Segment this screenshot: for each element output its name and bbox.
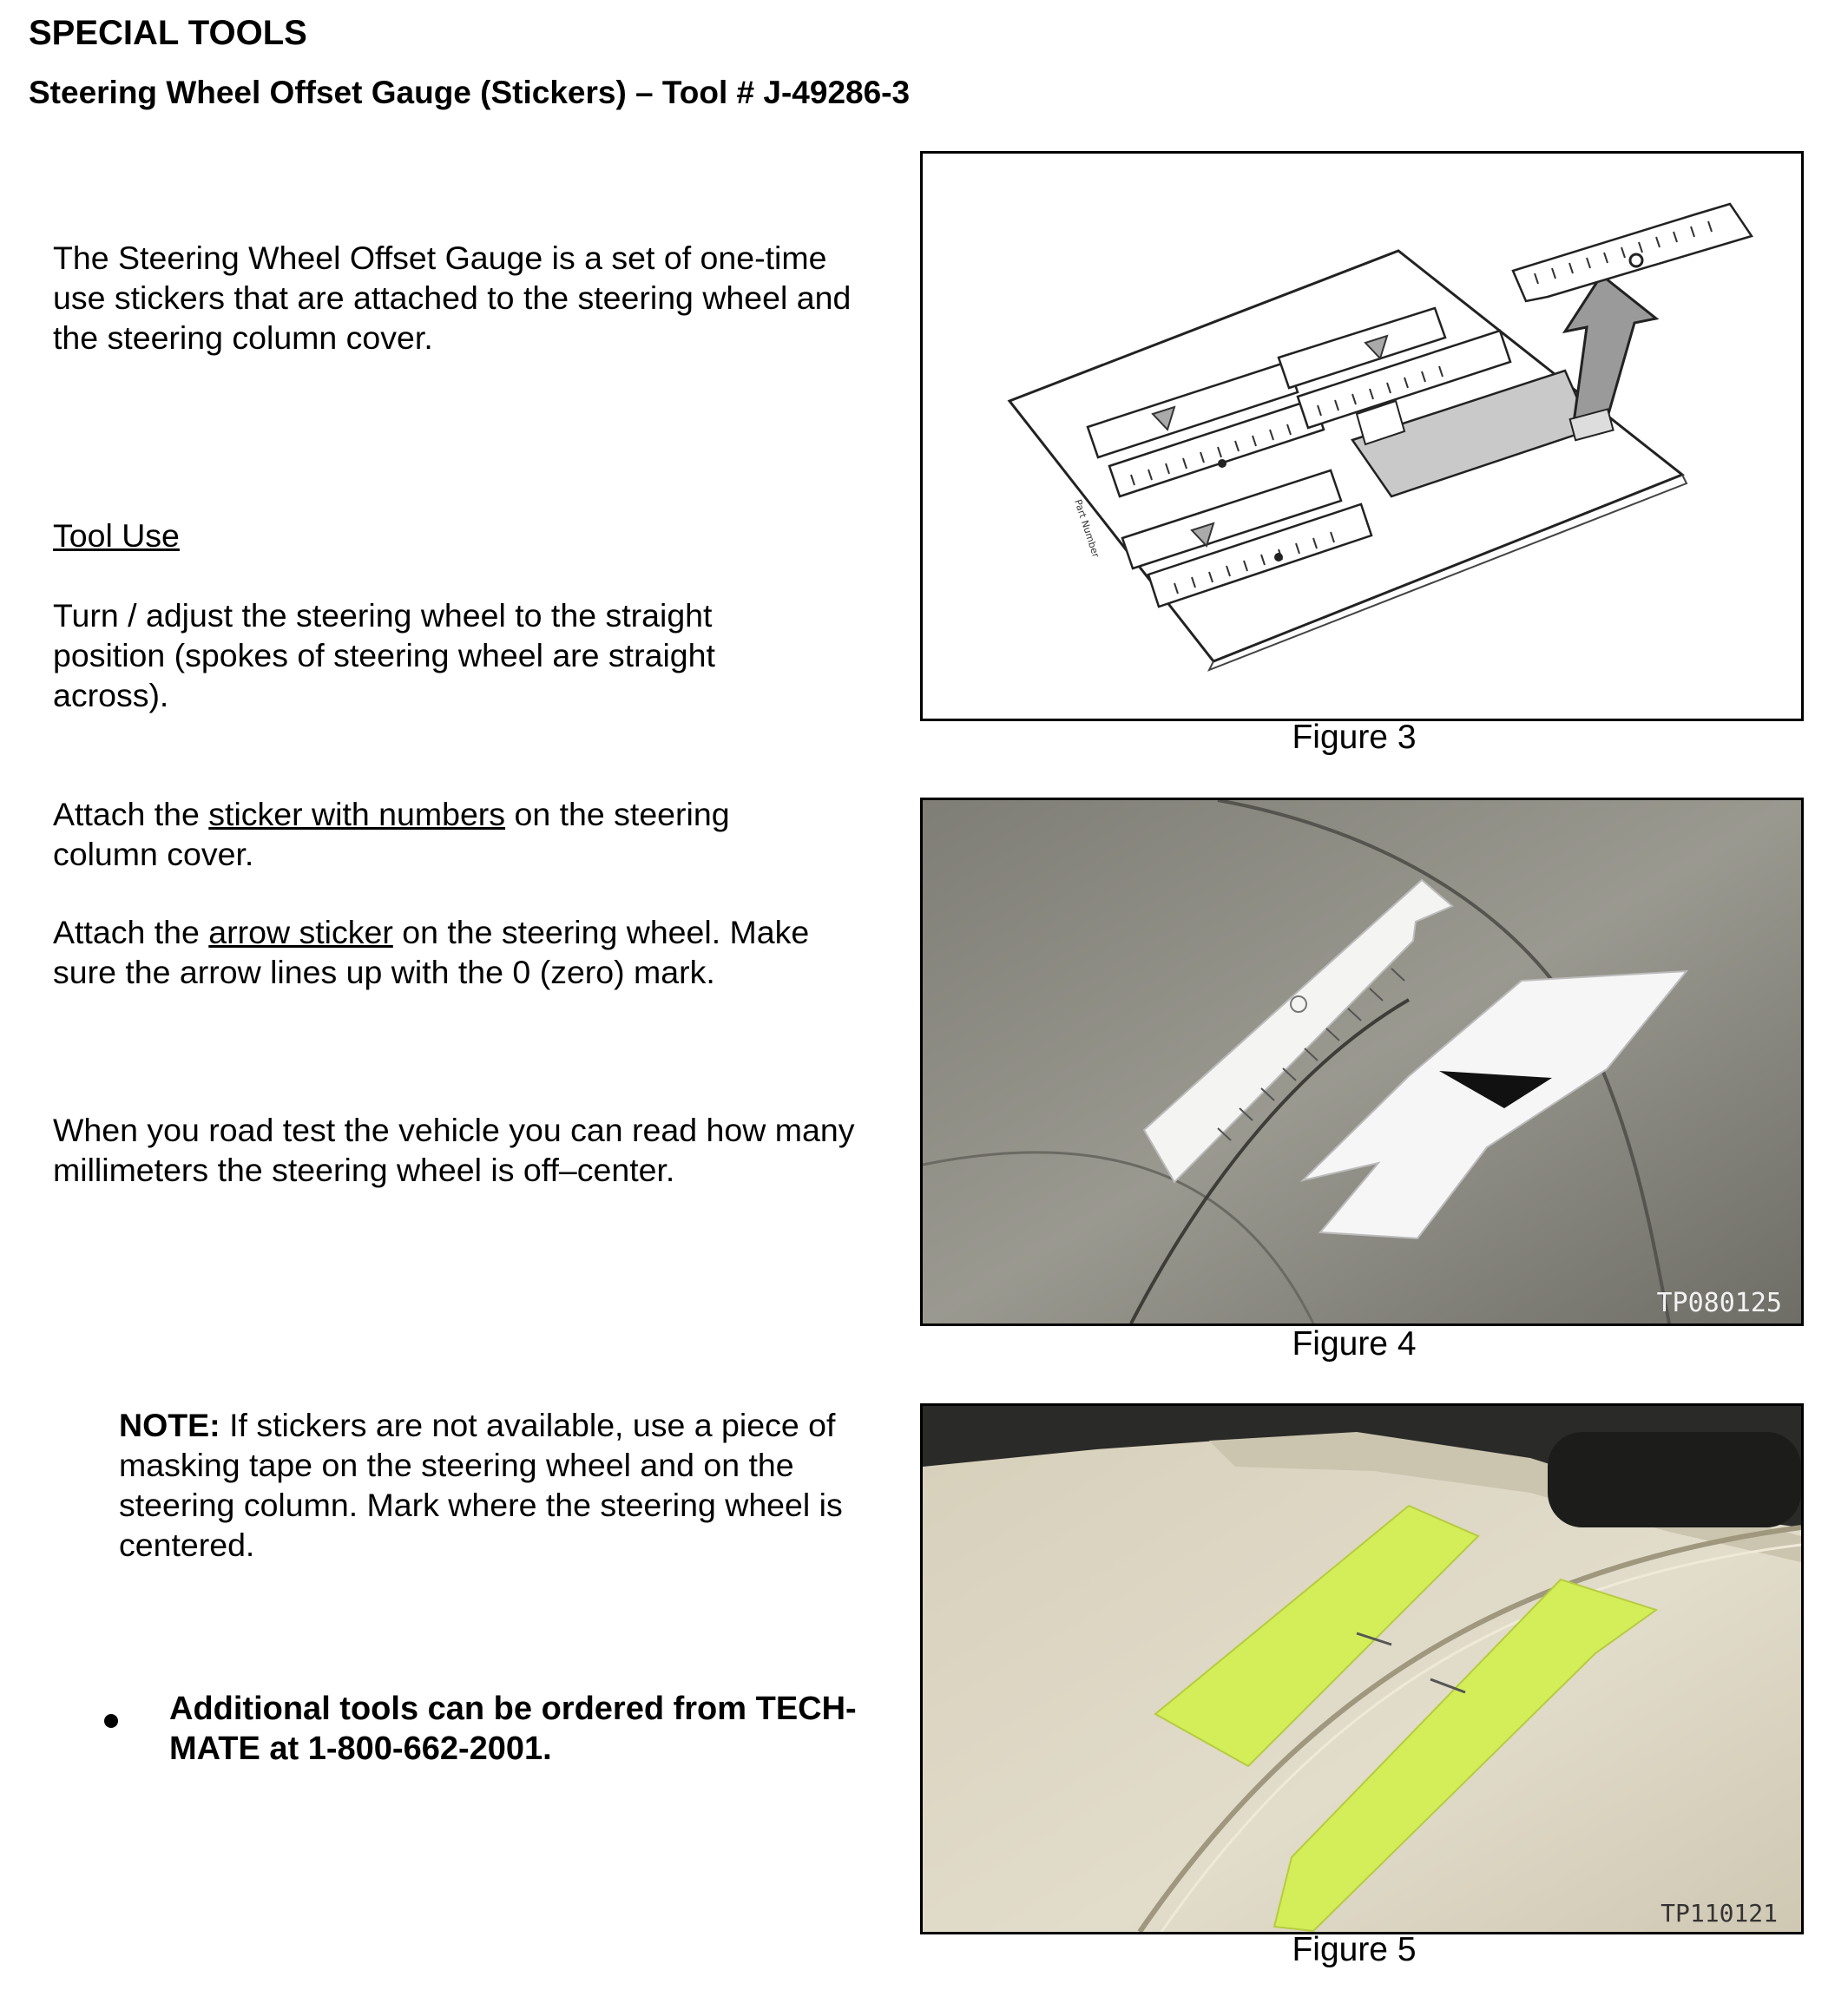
step-attach-arrow-sticker: Attach the arrow sticker on the steering wheel. Make sure the arrow lines up with the 0 (zero) mark. [53,914,810,990]
figure-5-tape-photo [920,1403,1804,1934]
intro-paragraph: The Steering Wheel Offset Gauge is a set of one-time use stickers that are attached to the steering wheel and the steering column cover. [53,240,852,356]
page-title: SPECIAL TOOLS [29,14,307,52]
sticker-with-numbers-link: sticker with numbers [208,796,506,832]
arrow-sticker-link: arrow sticker [208,914,393,950]
step-turn-wheel: Turn / adjust the steering wheel to the straight position (spokes of steering wheel are straight across). [53,597,715,713]
step-attach-number-sticker: Attach the sticker with numbers on the steering column cover. [53,796,730,872]
tp-code-5: TP110121 [1661,1899,1778,1928]
figure-4-caption: Figure 4 [1292,1325,1417,1363]
step-road-test: When you road test the vehicle you can read how many millimeters the steering wheel is off–center. [53,1112,855,1188]
tool-use-heading: Tool Use [53,517,180,554]
figure-3-caption: Figure 3 [1292,719,1417,756]
figure-3-sticker-sheet [920,151,1804,721]
tape-photo-illustration [923,1406,1801,1932]
note-paragraph: NOTE: If stickers are not available, use a piece of masking tape on the steering wheel and on the steering column. Mark where the steering wheel is centered. [119,1407,843,1563]
note-label: NOTE: [119,1407,220,1443]
figure-4-gauge-photo [920,798,1804,1326]
sticker-sheet-illustration [923,154,1801,719]
svg-text:Part Number: Part Number [1072,497,1102,559]
tp-code-4: TP080125 [1656,1288,1782,1318]
gauge-photo-illustration [923,800,1801,1323]
bullet-icon [104,1714,118,1728]
bullet-order-info: Additional tools can be ordered from TECH-MATE at 1-800-662-2001. [169,1691,857,1767]
figure-5-caption: Figure 5 [1292,1931,1417,1968]
tool-subtitle: Steering Wheel Offset Gauge (Stickers) – Tool # J-49286-3 [29,75,911,110]
